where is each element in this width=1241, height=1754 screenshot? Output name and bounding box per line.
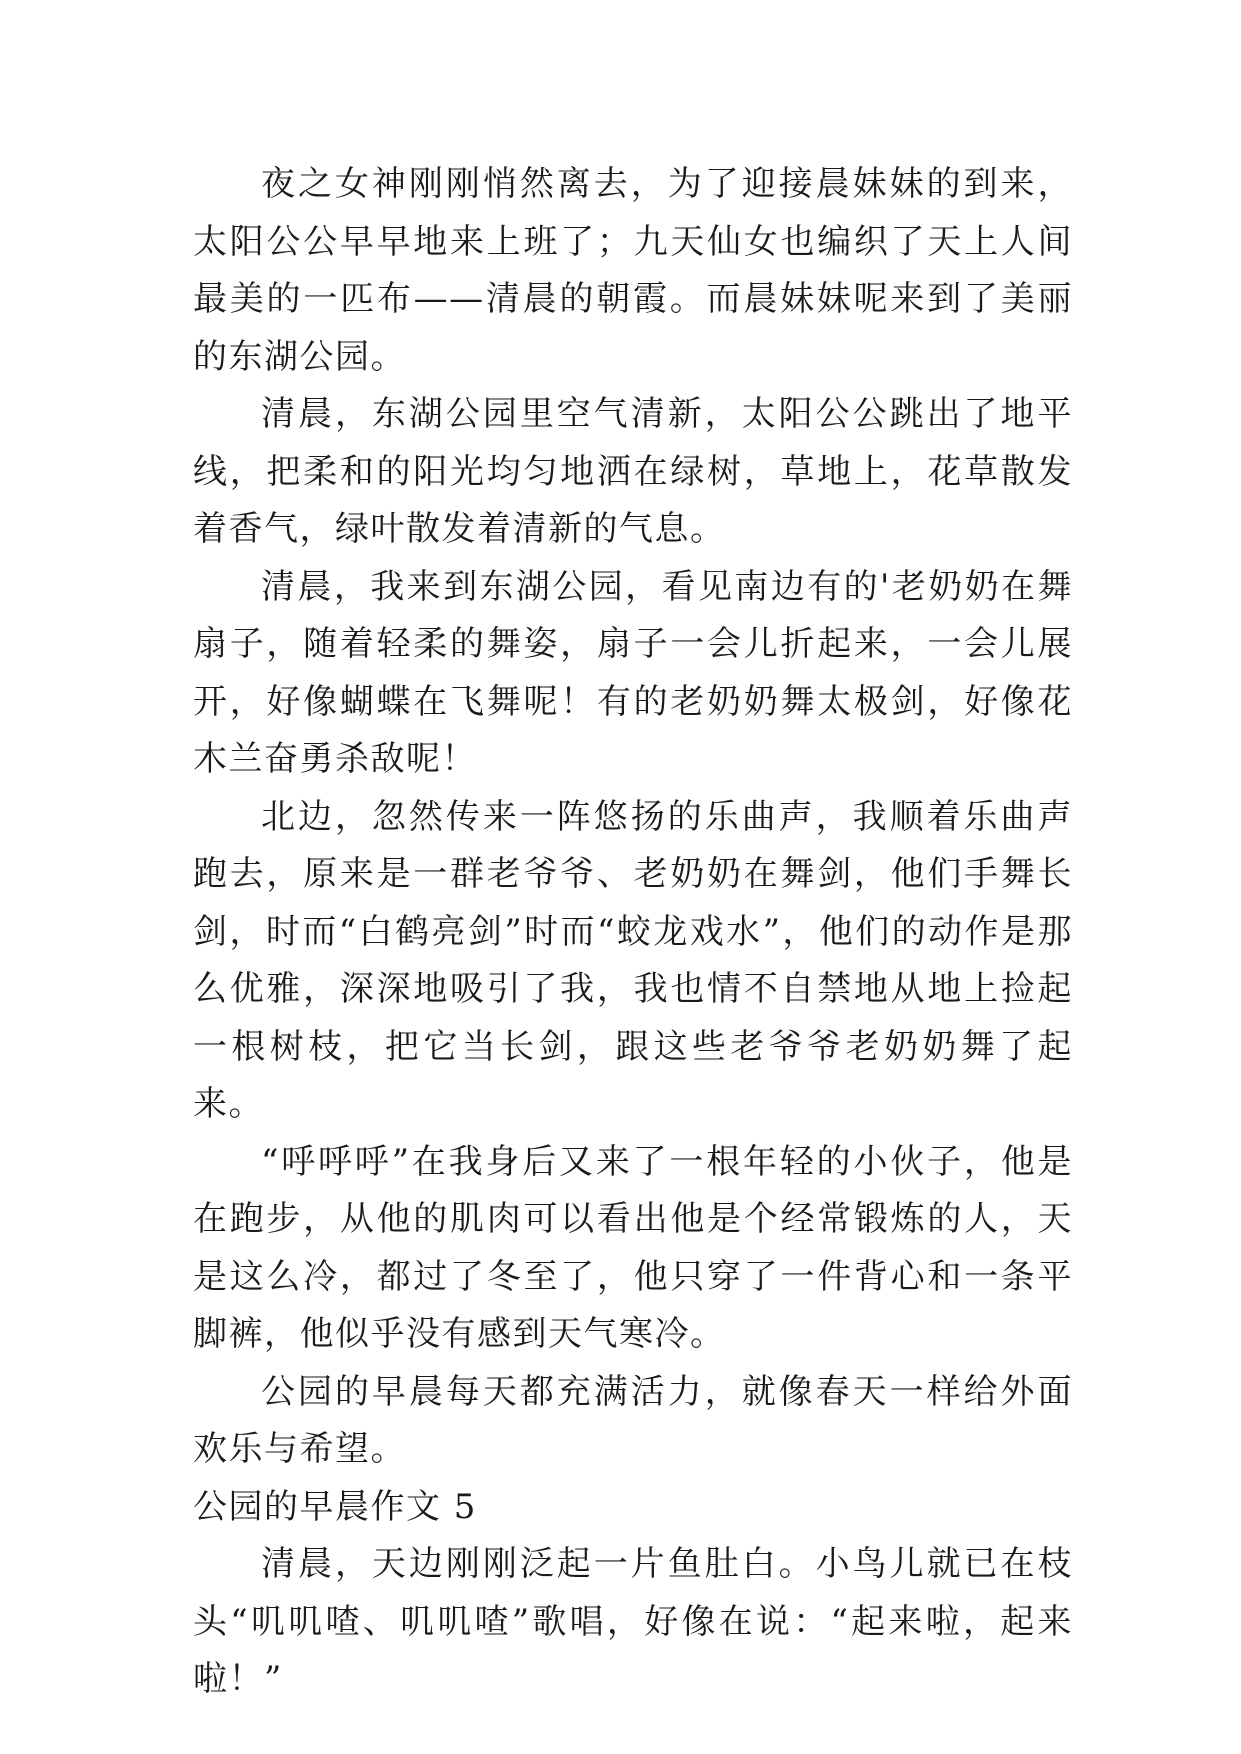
paragraph: 夜之女神刚刚悄然离去，为了迎接晨妹妹的到来，太阳公公早早地来上班了；九天仙女也编织了天上人间最美的一匹布——清晨的朝霞。而晨妹妹呢来到了美丽的东湖公园。 (193, 164, 1073, 377)
paragraph: 清晨，东湖公园里空气清新，太阳公公跳出了地平线，把柔和的阳光均匀地洒在绿树，草地上，花草散发着香气，绿叶散发着清新的气息。 (193, 394, 1073, 549)
paragraph: 清晨，天边刚刚泛起一片鱼肚白。小鸟儿就已在枝头“叽叽喳、叽叽喳”歌唱，好像在说：“起来啦，起来啦！” (193, 1544, 1073, 1699)
paragraph: “呼呼呼”在我身后又来了一根年轻的小伙子，他是在跑步，从他的肌肉可以看出他是个经常锻炼的人，天是这么冷，都过了冬至了，他只穿了一件背心和一条平脚裤，他似乎没有感到天气寒冷。 (193, 1141, 1073, 1354)
document-body (193, 156, 1073, 1709)
paragraph: 清晨，我来到东湖公园，看见南边有的'老奶奶在舞扇子，随着轻柔的舞姿，扇子一会儿折起来，一会儿展开，好像蝴蝶在飞舞呢！有的老奶奶舞太极剑，好像花木兰奋勇杀敌呢！ (193, 566, 1073, 779)
paragraph: 公园的早晨每天都充满活力，就像春天一样给外面欢乐与希望。 (193, 1371, 1073, 1469)
section-heading: 公园的早晨作文 5 (193, 1486, 477, 1527)
paragraph: 北边，忽然传来一阵悠扬的乐曲声，我顺着乐曲声跑去，原来是一群老爷爷、老奶奶在舞剑，他们手舞长剑，时而“白鹤亮剑”时而“蛟龙戏水”，他们的动作是那么优雅，深深地吸引了我，我也情不自禁地从地上捡起一根树枝，把它当长剑，跟这些老爷爷老奶奶舞了起来。 (193, 796, 1073, 1124)
